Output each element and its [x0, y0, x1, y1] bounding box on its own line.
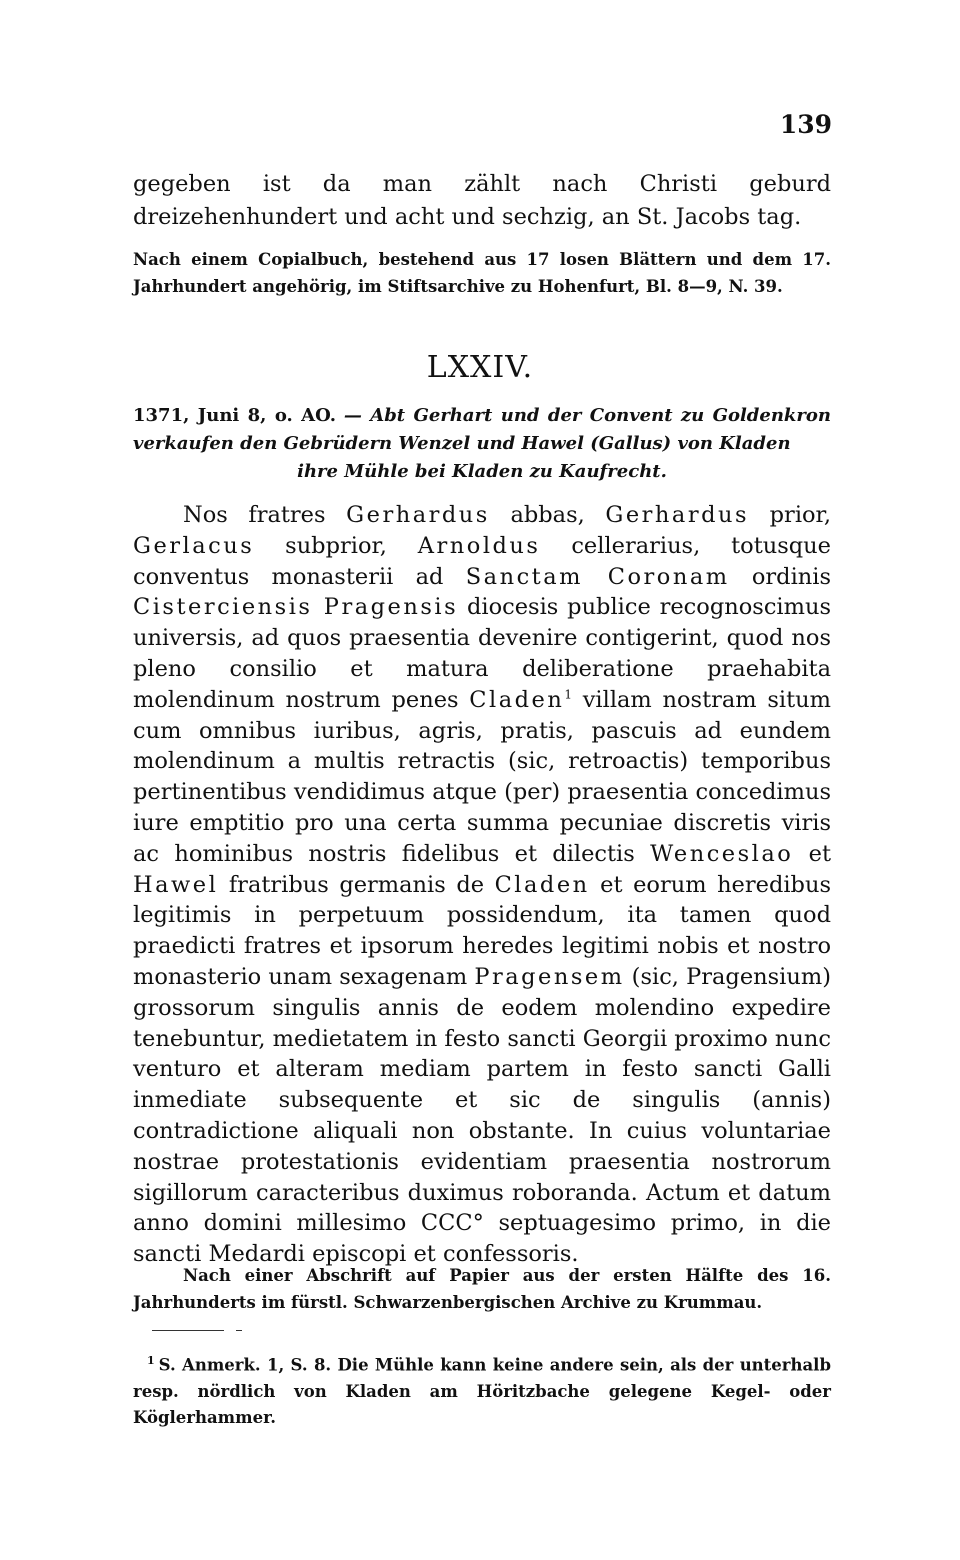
text-run: et eorum heredibus legitimis in perpetuum possidendum, ita tamen quod praedicti fratres et ipsorum heredes legitimi nobis et nostro monasterio unam sexagenam: [133, 871, 831, 990]
person-name: Hawel: [133, 871, 219, 898]
text-run: cellerarius, totusque conventus monasterii ad: [133, 532, 831, 590]
text-run: prior,: [749, 502, 831, 528]
text-run: (sic, Pragensium) grossorum singulis annis de eodem molendino expedire tenebuntur, medietatem in festo sancti Georgii proximo nunc venturo et alteram mediam partem in festo sancti Galli inmediate subsequente et sic de singulis (annis) contradictione aliquali non obstante. In cuius voluntariae nostrae protestationis evidentiam praesentia nostrorum sigillorum caracteribus duximus roboranda. Actum et datum anno domini millesimo CCC° septuagesimo primo, in die sancti Medardi episcopi et confessoris.: [133, 963, 831, 1268]
document-heading: [133, 402, 831, 486]
text-run: fratribus germanis de: [218, 871, 495, 898]
footnote-divider: [152, 1330, 224, 1331]
previous-source-note: Nach einem Copialbuch, bestehend aus 17 losen Blättern und dem 17. Jahrhundert angehörig, im Stiftsarchive zu Hohenfurt, Bl. 8—9, N. 39.: [133, 250, 831, 296]
text-run: et: [793, 840, 831, 867]
document-date: 1371, Juni 8, o. AO.: [133, 405, 337, 426]
document-summary-tail: ihre Mühle bei Kladen zu Kaufrecht.: [297, 461, 667, 482]
text-run: villam nostram situm cum omnibus iuribus, agris, pratis, pascuis ad eundem molendinum a multis retractis (sic, retroactis) temporibus pertinentibus vendidimus atque (per) praesentia concedimus iure emptitio pro una certa summa pecuniae discretis viris ac hominibus nostris fidelibus et dilectis: [133, 686, 831, 867]
place-name: Cisterciensis Pragensis: [133, 594, 459, 621]
person-name: Arnoldus: [417, 532, 541, 559]
person-name: Wenceslao: [650, 840, 794, 867]
footnote: [133, 1348, 831, 1431]
footnote-text: S. Anmerk. 1, S. 8. Die Mühle kann keine andere sein, als der unterhalb resp. nördlich von Kladen am Höritzbache gelegene Kegel- oder Köglerhammer.: [133, 1355, 831, 1427]
text-run: ordinis: [729, 563, 831, 590]
document-number: LXXIV.: [426, 350, 534, 385]
place-name: Claden: [494, 871, 590, 898]
text-run: Nos fratres: [183, 502, 347, 528]
place-name: Claden: [469, 686, 565, 713]
person-name: Gerlacus: [133, 532, 255, 559]
footnote-reference: 1: [564, 687, 572, 702]
footnote-paragraph: [133, 1348, 831, 1431]
place-name: Sanctam Coronam: [465, 563, 730, 590]
charter-paragraph: [133, 500, 831, 1270]
person-name: Gerhardus: [605, 502, 750, 528]
text-run: abbas,: [489, 502, 606, 528]
source-note-text: Nach einer Abschrift auf Papier aus der ersten Hälfte des 16. Jahrhunderts im fürstl. Schwarzenbergischen Archive zu Krummau.: [133, 1266, 831, 1312]
charter-text: [133, 500, 831, 1270]
footnote-mark: 1: [147, 1354, 155, 1367]
source-note: [133, 1262, 831, 1316]
text-run: subprior,: [254, 532, 418, 559]
previous-document-ending: gegeben ist da man zählt nach Christi geburd dreizehenhundert und acht und sechzig, an St. Jacobs tag.: [133, 171, 831, 230]
currency-name: Pragensem: [474, 963, 625, 990]
footnote-divider-dash: [236, 1330, 242, 1331]
page-number: 139: [779, 110, 832, 139]
text-run: diocesis publice recognoscimus universis, ad quos praesentia devenire contigerint, quod nos pleno consilio et matura deliberatione praehabita molendinum nostrum penes: [133, 594, 831, 713]
document-summary: — Abt Gerhart und der Convent zu Goldenkron verkaufen den Gebrüdern Wenzel und Hawel (Gallus) von Kladen: [133, 405, 831, 454]
person-name: Gerhardus: [346, 502, 490, 528]
